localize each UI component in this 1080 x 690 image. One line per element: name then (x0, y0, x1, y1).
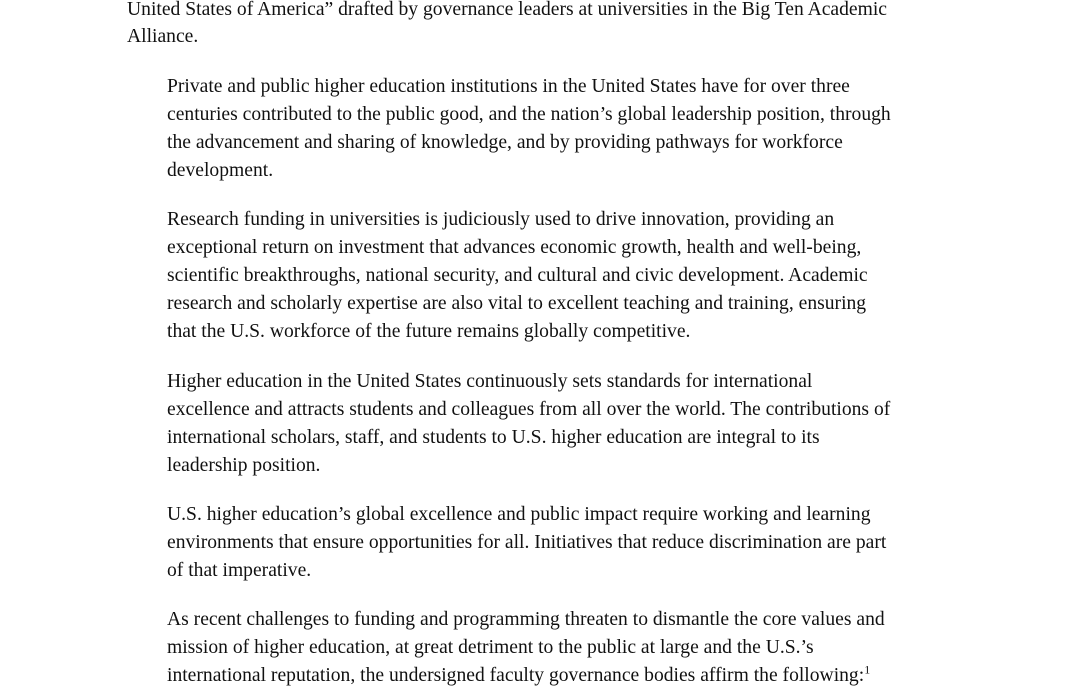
paragraph-line: Private and public higher education institutions in the United States have for over three (167, 76, 850, 97)
intro-line: Alliance. (127, 26, 199, 47)
paragraph-line (167, 662, 870, 690)
paragraph-line: environments that ensure opportunities for all. Initiatives that reduce discrimination are part (167, 532, 887, 553)
paragraph-line: mission of higher education, at great detriment to the public at large and the U.S.’s (167, 637, 814, 658)
paragraph-line: centuries contributed to the public good, and the nation’s global leadership position, through (167, 104, 891, 125)
paragraph-line: Higher education in the United States continuously sets standards for international (167, 371, 813, 392)
paragraph-line: that the U.S. workforce of the future remains globally competitive. (167, 321, 691, 342)
paragraph-line: development. (167, 160, 274, 181)
paragraph-line: excellence and attracts students and colleagues from all over the world. The contributions of (167, 399, 891, 420)
paragraph-line: U.S. higher education’s global excellence and public impact require working and learning (167, 504, 871, 525)
paragraph-line: scientific breakthroughs, national security, and cultural and civic development. Academic (167, 265, 868, 286)
paragraph-line-text: international reputation, the undersigned faculty governance bodies affirm the following: (167, 665, 865, 686)
paragraph-line: the advancement and sharing of knowledge, and by providing pathways for workforce (167, 132, 843, 153)
paragraph-line: As recent challenges to funding and programming threaten to dismantle the core values and (167, 609, 885, 630)
intro-line: United States of America” drafted by governance leaders at universities in the Big Ten Academic (127, 0, 887, 20)
footnote-marker[interactable]: 1 (864, 662, 871, 677)
paragraph-line: Research funding in universities is judiciously used to drive innovation, providing an (167, 209, 835, 230)
paragraph-line: exceptional return on investment that advances economic growth, health and well-being, (167, 237, 862, 258)
paragraph-line: leadership position. (167, 455, 321, 476)
paragraph-line: of that imperative. (167, 560, 312, 581)
paragraph-line: international scholars, staff, and students to U.S. higher education are integral to its (167, 427, 820, 448)
paragraph-line: research and scholarly expertise are also vital to excellent teaching and training, ensuring (167, 293, 867, 314)
